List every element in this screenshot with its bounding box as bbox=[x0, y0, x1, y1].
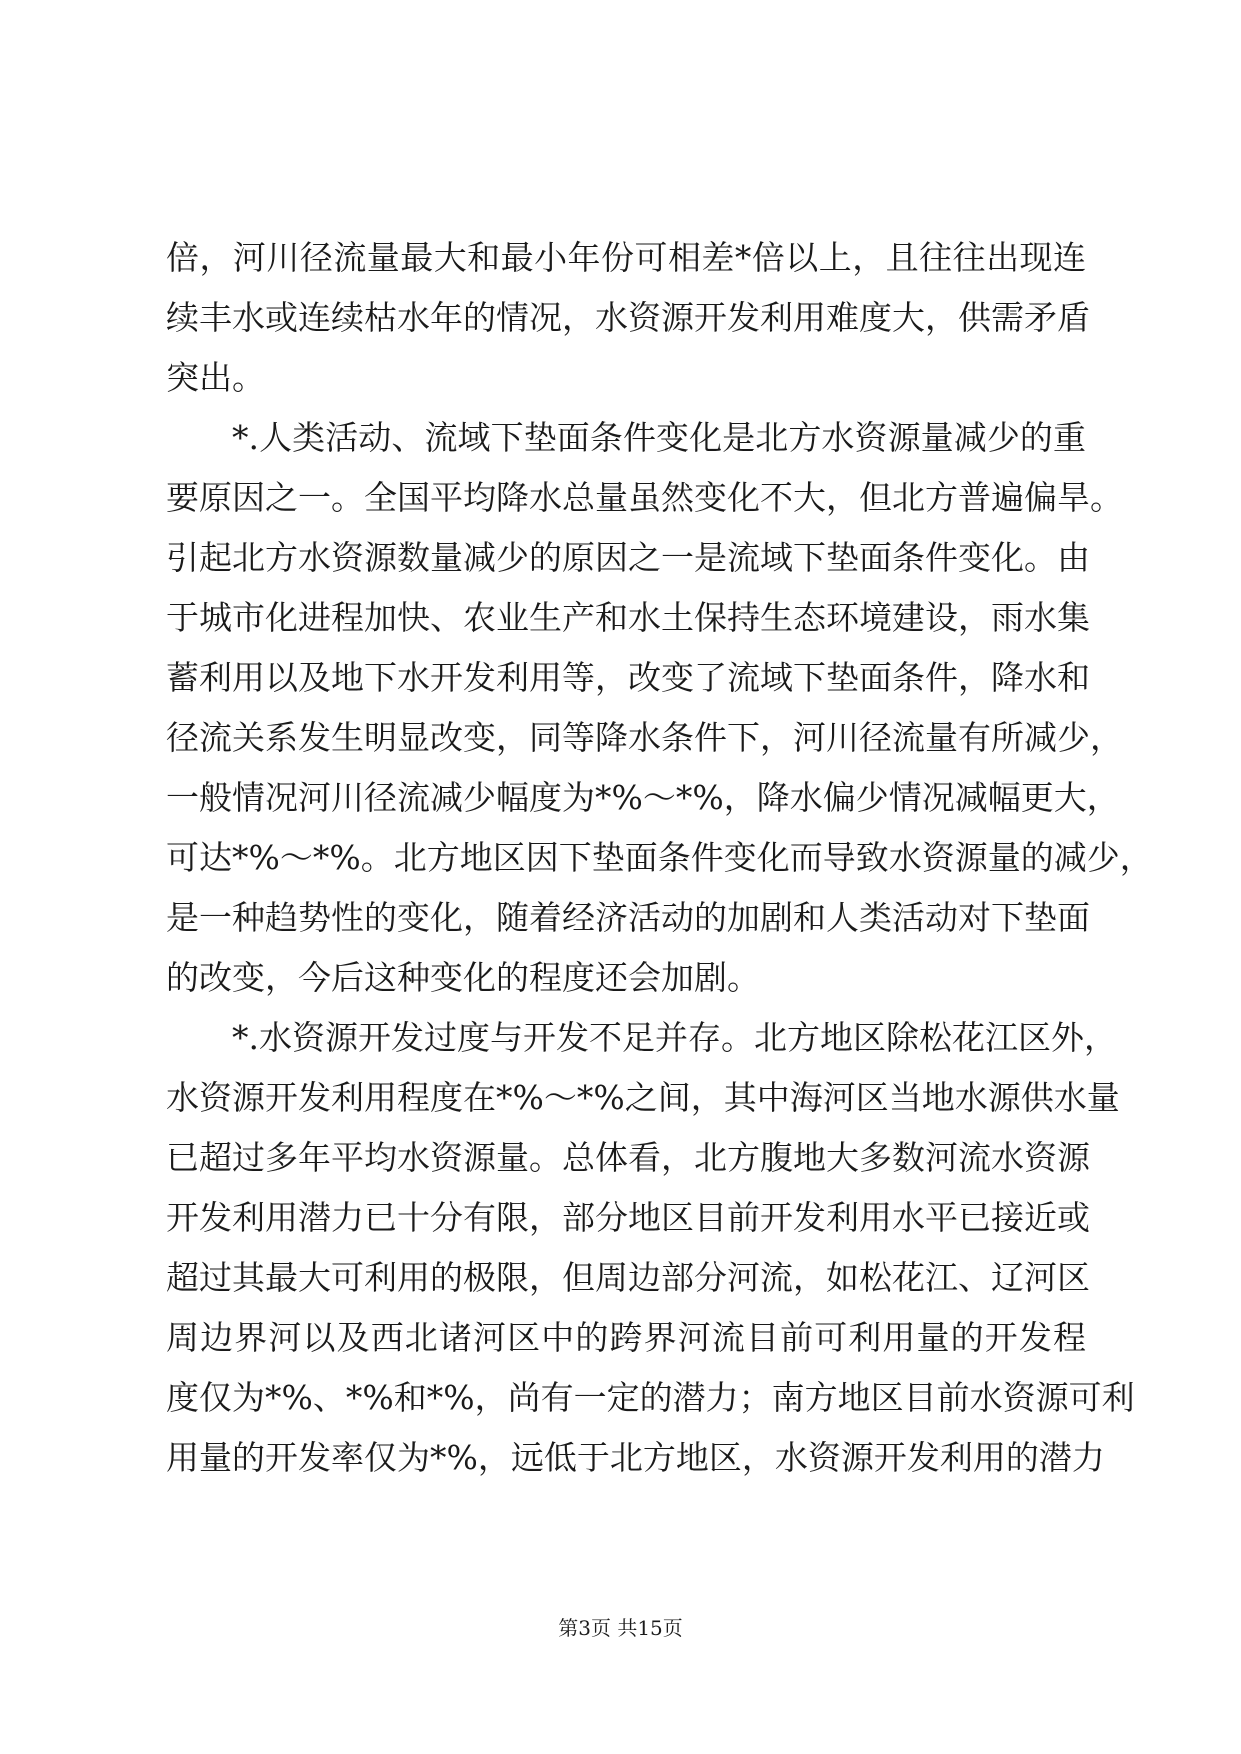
text-line: 的改变，今后这种变化的程度还会加剧。 bbox=[166, 958, 760, 997]
text-line: *.人类活动、流域下垫面条件变化是北方水资源量减少的重 bbox=[232, 418, 1086, 457]
body-text bbox=[166, 228, 1153, 1488]
text-line: 用量的开发率仅为*%，远低于北方地区，水资源开发利用的潜力 bbox=[166, 1438, 1105, 1477]
text-line: 可达*%～*%。北方地区因下垫面条件变化而导致水资源量的减少， bbox=[166, 838, 1153, 877]
text-line: 度仅为*%、*%和*%，尚有一定的潜力；南方地区目前水资源可利 bbox=[166, 1378, 1135, 1417]
text-line: 水资源开发利用程度在*%～*%之间，其中海河区当地水源供水量 bbox=[166, 1078, 1120, 1117]
text-line: 倍，河川径流量最大和最小年份可相差*倍以上，且往往出现连 bbox=[166, 238, 1086, 277]
text-line: 径流关系发生明显改变，同等降水条件下，河川径流量有所减少， bbox=[166, 718, 1123, 757]
text-line: *.水资源开发过度与开发不足并存。北方地区除松花江区外， bbox=[232, 1018, 1117, 1057]
text-line: 超过其最大可利用的极限，但周边部分河流，如松花江、辽河区 bbox=[166, 1258, 1090, 1297]
text-line: 突出。 bbox=[166, 358, 265, 397]
text-line: 周边界河以及西北诸河区中的跨界河流目前可利用量的开发程 bbox=[166, 1318, 1086, 1357]
text-line: 已超过多年平均水资源量。总体看，北方腹地大多数河流水资源 bbox=[166, 1138, 1090, 1177]
text-line: 一般情况河川径流减少幅度为*%～*%，降水偏少情况减幅更大， bbox=[166, 778, 1120, 817]
text-line: 蓄利用以及地下水开发利用等，改变了流域下垫面条件，降水和 bbox=[166, 658, 1090, 697]
text-line: 是一种趋势性的变化，随着经济活动的加剧和人类活动对下垫面 bbox=[166, 898, 1090, 937]
text-line: 引起北方水资源数量减少的原因之一是流域下垫面条件变化。由 bbox=[166, 538, 1090, 577]
text-line: 续丰水或连续枯水年的情况，水资源开发利用难度大，供需矛盾 bbox=[166, 298, 1090, 337]
text-line: 于城市化进程加快、农业生产和水土保持生态环境建设，雨水集 bbox=[166, 598, 1090, 637]
page-footer: 第3页 共15页 bbox=[558, 1616, 683, 1640]
text-line: 开发利用潜力已十分有限，部分地区目前开发利用水平已接近或 bbox=[166, 1198, 1090, 1237]
text-line: 要原因之一。全国平均降水总量虽然变化不大，但北方普遍偏旱。 bbox=[166, 478, 1123, 517]
